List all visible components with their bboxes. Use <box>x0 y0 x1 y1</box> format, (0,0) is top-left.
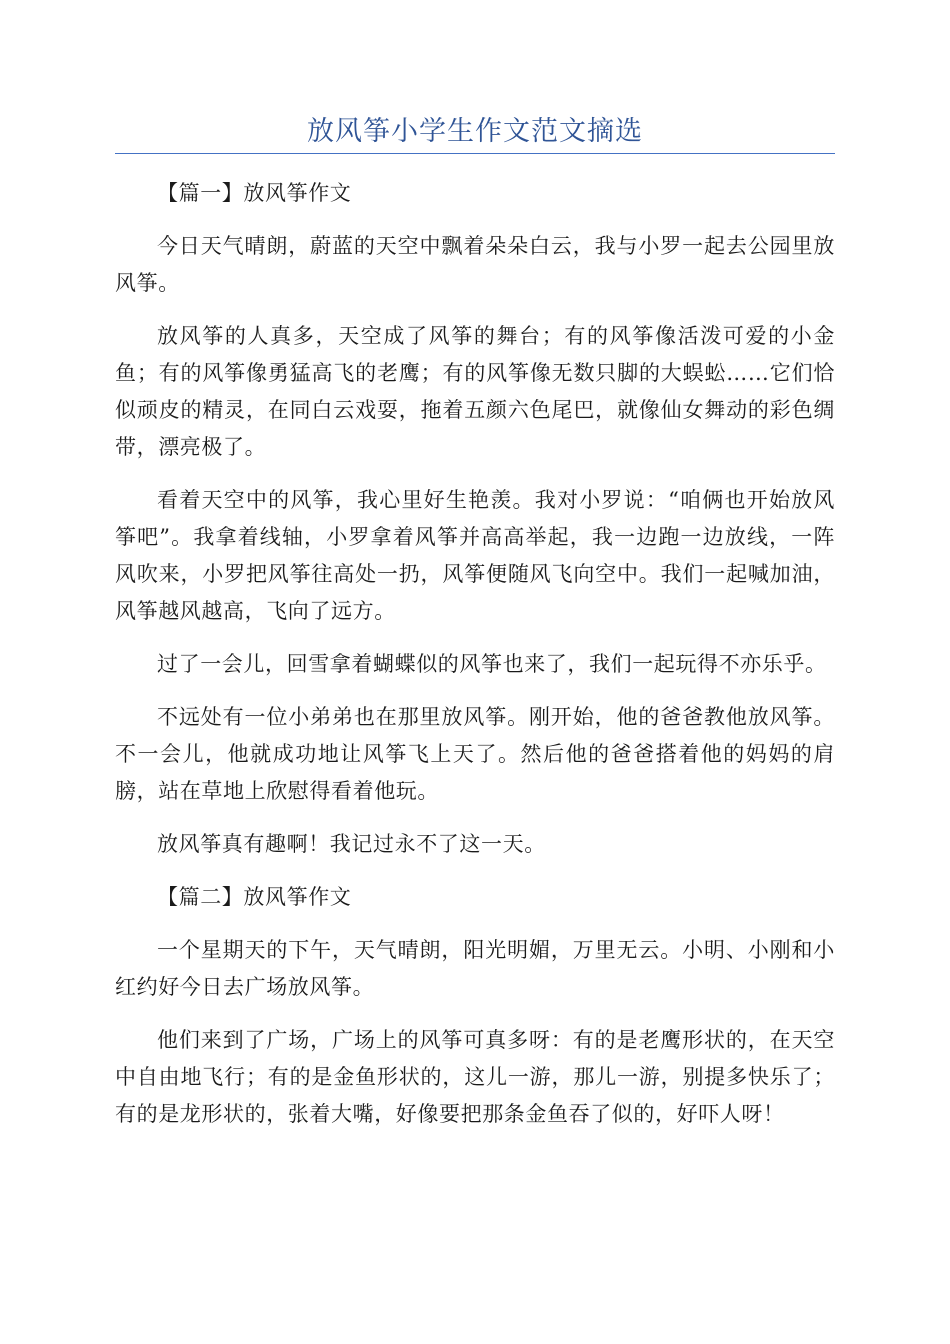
paragraph: 不远处有一位小弟弟也在那里放风筝。刚开始，他的爸爸教他放风筝。不一会儿，他就成功地让风筝飞上天了。然后他的爸爸搭着他的妈妈的肩膀，站在草地上欣慰得看着他玩。 <box>115 705 835 803</box>
paragraph: 一个星期天的下午，天气晴朗，阳光明媚，万里无云。小明、小刚和小红约好今日去广场放风筝。 <box>115 938 835 999</box>
paragraph: 看着天空中的风筝，我心里好生艳羡。我对小罗说：“咱俩也开始放风筝吧”。我拿着线轴，小罗拿着风筝并高高举起，我一边跑一边放线，一阵风吹来，小罗把风筝往高处一扔，风筝便随风飞向空中。我们一起喊加油，风筝越风越高，飞向了远方。 <box>115 488 835 623</box>
paragraph: 过了一会儿，回雪拿着蝴蝶似的风筝也来了，我们一起玩得不亦乐乎。 <box>157 652 827 676</box>
document-body <box>115 175 835 1149</box>
paragraph: 今日天气晴朗，蔚蓝的天空中飘着朵朵白云，我与小罗一起去公园里放风筝。 <box>115 234 835 295</box>
paragraph: 他们来到了广场，广场上的风筝可真多呀：有的是老鹰形状的，在天空中自由地飞行；有的是金鱼形状的，这儿一游，那儿一游，别提多快乐了；有的是龙形状的，张着大嘴，好像要把那条金鱼吞了似的，好吓人呀！ <box>115 1028 835 1126</box>
title-underline <box>115 153 835 154</box>
paragraph: 放风筝真有趣啊！我记过永不了这一天。 <box>157 832 546 856</box>
paragraph: 放风筝的人真多，天空成了风筝的舞台；有的风筝像活泼可爱的小金鱼；有的风筝像勇猛高飞的老鹰；有的风筝像无数只脚的大蜈蚣……它们恰似顽皮的精灵，在同白云戏耍，拖着五颜六色尾巴，就像仙女舞动的彩色绸带，漂亮极了。 <box>115 324 835 459</box>
section-heading-1: 【篇一】放风筝作文 <box>157 181 352 205</box>
section-heading-2: 【篇二】放风筝作文 <box>157 885 352 909</box>
document-title: 放风筝小学生作文范文摘选 <box>307 116 643 147</box>
